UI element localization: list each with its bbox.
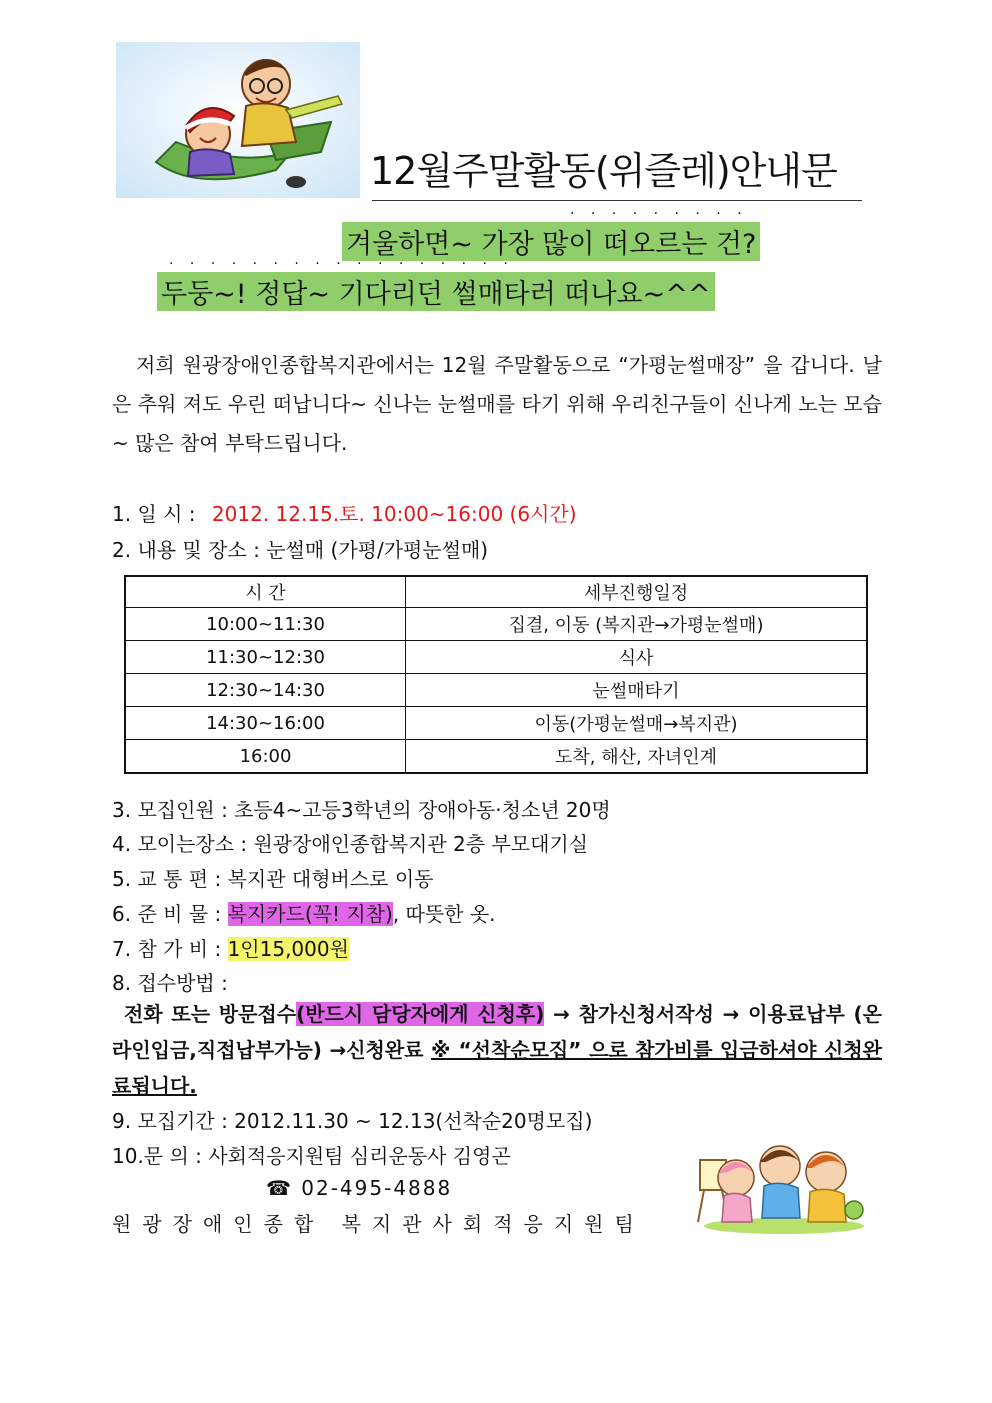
item-fee bbox=[112, 933, 349, 962]
item-recruit: 3. 모집인원 : 초등4~고등3학년의 장애아동·청소년 20명 bbox=[112, 798, 611, 822]
apply-method: 전화 또는 방문접수 bbox=[124, 1002, 297, 1026]
item-date bbox=[112, 498, 577, 527]
table-cell-time: 12:30~14:30 bbox=[125, 674, 406, 707]
kids-illustration bbox=[694, 1126, 870, 1234]
table-cell-time: 10:00~11:30 bbox=[125, 608, 406, 641]
sled-illustration bbox=[116, 42, 360, 198]
table-row bbox=[125, 674, 867, 707]
table-cell-detail: 도착, 해산, 자녀인계 bbox=[406, 740, 868, 774]
item-apply-label: 8. 접수방법 : bbox=[112, 971, 228, 995]
page-title: 12월주말활동(위즐레)안내문 bbox=[370, 149, 837, 193]
item-transport: 5. 교 통 편 : 복지관 대형버스로 이동 bbox=[112, 867, 434, 891]
item-contact: 10.문 의 : 사회적응지원팀 심리운동사 김영곤 bbox=[112, 1144, 511, 1168]
schedule-table bbox=[124, 575, 868, 774]
table-row bbox=[125, 740, 867, 774]
table-header-detail: 세부진행일정 bbox=[406, 576, 868, 608]
item-date-label: 1. 일 시 : bbox=[112, 502, 196, 526]
table-cell-detail: 이동(가평눈썰매→복지관) bbox=[406, 707, 868, 740]
table-row bbox=[125, 608, 867, 641]
table-cell-detail: 눈썰매타기 bbox=[406, 674, 868, 707]
item-preparation bbox=[112, 898, 496, 927]
table-row bbox=[125, 641, 867, 674]
item-preparation-label: 6. 준 비 물 : bbox=[112, 902, 222, 926]
table-header-row bbox=[125, 576, 867, 608]
footer-organization: 원광장애인종합 복지관사회적응지원팀 bbox=[112, 1212, 645, 1236]
apply-steps: → 참가신청서작성 → 이용료납부 (온라인입금,직접납부가능) →신청완료 bbox=[112, 1002, 882, 1062]
item-meeting-place: 4. 모이는장소 : 원광장애인종합복지관 2층 부모대기실 bbox=[112, 832, 589, 856]
subtitle-answer bbox=[157, 256, 715, 311]
table-row bbox=[125, 707, 867, 740]
table-cell-time: 16:00 bbox=[125, 740, 406, 774]
item-fee-value: 1인15,000원 bbox=[227, 937, 349, 961]
item-date-value: 2012. 12.15.토. 10:00~16:00 (6시간) bbox=[211, 502, 577, 526]
item-preparation-rest: , 따뜻한 옷. bbox=[392, 902, 496, 926]
table-cell-time: 14:30~16:00 bbox=[125, 707, 406, 740]
title-divider bbox=[372, 200, 862, 201]
subtitle-answer-text: 두둥~! 정답~ 기다리던 썰매타러 떠나요~^^ bbox=[161, 279, 711, 310]
emphasis-dots: · · · · · · · · · · · · · · · · · bbox=[169, 256, 514, 272]
contact-phone: ☎ 02-495-4888 bbox=[266, 1176, 453, 1200]
table-cell-time: 11:30~12:30 bbox=[125, 641, 406, 674]
item-place: 2. 내용 및 장소 : 눈썰매 (가평/가평눈썰매) bbox=[112, 538, 489, 562]
table-cell-detail: 식사 bbox=[406, 641, 868, 674]
apply-notice: ※ “선착순모집” 으로 참가비를 입금하셔야 신청완료됩니다. bbox=[112, 1038, 882, 1098]
table-header-time: 시 간 bbox=[125, 576, 406, 608]
table-cell-detail: 집결, 이동 (복지관→가평눈썰매) bbox=[406, 608, 868, 641]
emphasis-dots: · · · · · · · · · bbox=[570, 206, 748, 222]
intro-paragraph: 저희 원광장애인종합복지관에서는 12월 주말활동으로 “가평눈썰매장” 을 갑니다. 날은 추워 져도 우린 떠납니다~ 신나는 눈썰매를 타기 위해 우리친구들이 신나게 노는 모습~ 많은 참여 부탁드립니다. bbox=[112, 353, 882, 455]
apply-paragraph bbox=[112, 996, 882, 1104]
item-preparation-highlight: 복지카드(꼭! 지참) bbox=[227, 902, 393, 926]
apply-note-highlight: (반드시 담당자에게 신청후) bbox=[296, 1002, 545, 1026]
item-period: 9. 모집기간 : 2012.11.30 ~ 12.13(선착순20명모집) bbox=[112, 1109, 593, 1133]
subtitle-question-text: 겨울하면~ 가장 많이 떠오르는 건? bbox=[346, 229, 757, 260]
item-fee-label: 7. 참 가 비 : bbox=[112, 937, 222, 961]
